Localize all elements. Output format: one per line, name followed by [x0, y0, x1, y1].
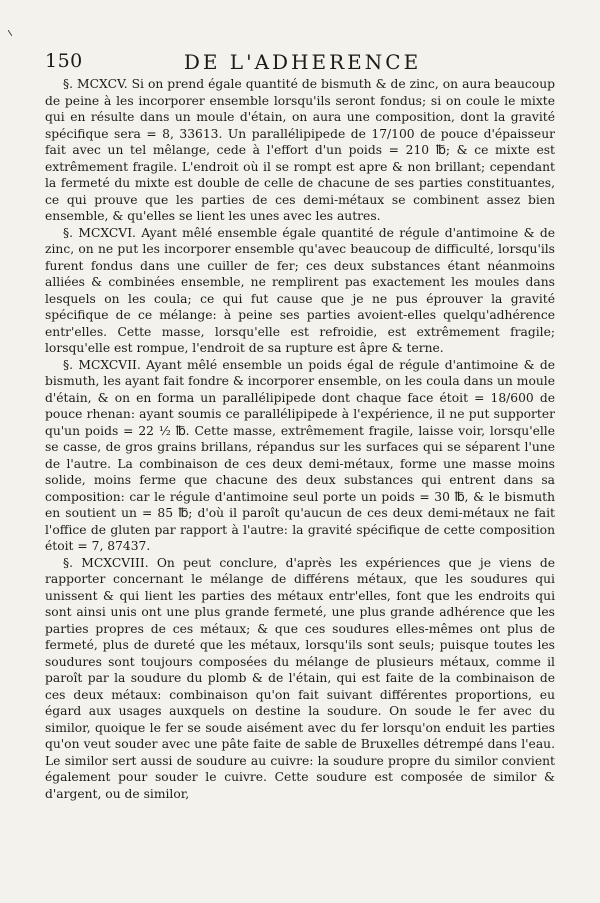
- paragraph-mcxcvii: §. MCXCVII. Ayant mêlé ensemble un poids égal de régule d'antimoine & de bismuth, les ayant fait fondre & incorporer ensemble, on les coula dans un moule d'étain, & on en forma un parallélipipede dont chaque face étoit = 18/600 de pouce rhenan: ayant soumis ce parallélipipede à l'expérience, il ne put supporter qu'un poids = 22 ½ ℔. Cette masse, extrêmement fragile, laisse voir, lorsqu'elle se casse, de gros grains brillans, répandus sur les surfaces qui se séparent l'une de l'autre. La combinaison de ces deux demi-métaux, forme une masse moins solide, moins ferme que chacune des deux substances qui entrent dans sa composition: car le régule d'antimoine seul porte un poids = 30 ℔, & le bismuth en soutient un = 85 ℔; d'où il paroît qu'aucun de ces deux demi-métaux ne fait l'office de gluten par rapport à l'autre: la gravité spécifique de cette composition étoit = 7, 87437.: [45, 357, 555, 553]
- page-number: 150: [45, 50, 83, 72]
- page-header: [45, 50, 560, 74]
- paragraph-mcxcv: §. MCXCV. Si on prend égale quantité de bismuth & de zinc, on aura beaucoup de peine à les incorporer ensemble lorsqu'ils seront fondus; si on coule le mixte qui en résulte dans un moule d'étain, on aura une composition, dont la gravité spécifique sera = 8, 33613. Un parallélipipede de 17/100 de pouce d'épaisseur fait avec un tel mêlange, cede à l'effort d'un poids = 210 ℔; & ce mixte est extrêmement fragile. L'endroit où il se rompt est apre & non brillant; cependant la fermeté du mixte est double de celle de chacune de ses parties constituantes, ce qui prouve que les parties de ces demi-métaux se combinent assez bien ensemble, & qu'elles se lient les unes avec les autres.: [45, 77, 555, 223]
- running-title: DE L'ADHERENCE: [183, 50, 422, 74]
- paragraph-mcxcvi: §. MCXCVI. Ayant mêlé ensemble égale quantité de régule d'antimoine & de zinc, on ne put les incorporer ensemble qu'avec beaucoup de difficulté, lorsqu'ils furent fondus dans une cuiller de fer; ces deux substances étant néanmoins alliées & combinées ensemble, ne remplirent pas exactement les moules dans lesquels on les coula; ce qui fut cause que je ne pus éprouver la gravité spécifique de ce mélange: à peine ses parties avoient-elles quelqu'adhérence entr'elles. Cette masse, lorsqu'elle est refroidie, est extrêmement fragile; lorsqu'elle est rompue, l'endroit de sa rupture est âpre & terne.: [45, 225, 555, 355]
- paragraph-mcxcviii: §. MCXCVIII. On peut conclure, d'après les expériences que je viens de rapporter concernant le mélange de différens métaux, que les soudures qui unissent & qui lient les parties des métaux entr'elles, font que les endroits qui sont ainsi unis ont une plus grande fermeté, une plus grande adhérence que les parties propres de ces métaux; & que ces soudures elles-mêmes ont plus de fermeté, plus de dureté que les métaux, lorsqu'ils sont seuls; puisque toutes les soudures sont toujours composées du mélange de plusieurs métaux, comme il paroît par la soudure du plomb & de l'étain, qui est faite de la combinaison de ces deux métaux: combinaison qu'on fait suivant différentes proportions, eu égard aux usages auxquels on destine la soudure. On soude le fer avec du similor, quoique le fer se soude aisément avec du fer lorsqu'on enduit les parties qu'on veut souder avec une pâte faite de sable de Bruxelles détrempé dans l'eau. Le similor sert aussi de soudure au cuivre: la soudure propre du similor convient également pour souder le cuivre. Cette soudure est composée de similor & d'argent, ou de similor,: [45, 555, 555, 801]
- page-body: [45, 76, 555, 802]
- margin-mark: [8, 30, 12, 36]
